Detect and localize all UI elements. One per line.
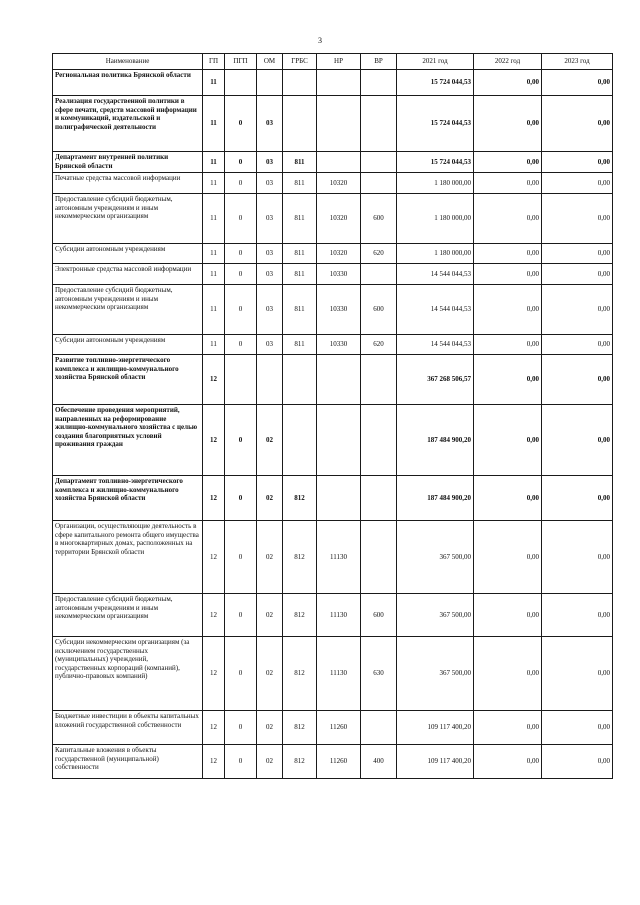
amount-2023-cell: 0,00 [542, 594, 613, 637]
om-cell: 03 [257, 335, 283, 355]
gp-cell: 12 [203, 476, 225, 521]
vr-cell [361, 264, 397, 285]
vr-cell: 600 [361, 594, 397, 637]
om-cell [257, 70, 283, 96]
pgp-cell: 0 [225, 405, 257, 476]
vr-cell [361, 70, 397, 96]
col-header-name: Наименование [53, 54, 203, 70]
amount-2021-cell: 1 180 000,00 [397, 173, 474, 194]
nr-cell: 10330 [317, 285, 361, 335]
name-cell: Бюджетные инвестиции в объекты капитальных вложений государственной собственности [53, 711, 203, 745]
vr-cell [361, 173, 397, 194]
vr-cell: 600 [361, 285, 397, 335]
amount-2022-cell: 0,00 [474, 264, 542, 285]
amount-2022-cell: 0,00 [474, 194, 542, 244]
vr-cell [361, 405, 397, 476]
amount-2023-cell: 0,00 [542, 711, 613, 745]
table-row [53, 745, 613, 779]
grbs-cell: 811 [283, 173, 317, 194]
pgp-cell: 0 [225, 711, 257, 745]
grbs-cell [283, 355, 317, 405]
amount-2023-cell: 0,00 [542, 244, 613, 264]
amount-2023-cell: 0,00 [542, 152, 613, 173]
gp-cell: 12 [203, 637, 225, 711]
nr-cell: 10320 [317, 194, 361, 244]
vr-cell: 620 [361, 335, 397, 355]
table-row [53, 355, 613, 405]
pgp-cell: 0 [225, 285, 257, 335]
table-row [53, 637, 613, 711]
grbs-cell: 811 [283, 264, 317, 285]
amount-2021-cell: 367 500,00 [397, 594, 474, 637]
amount-2023-cell: 0,00 [542, 285, 613, 335]
nr-cell: 11130 [317, 521, 361, 594]
nr-cell [317, 405, 361, 476]
amount-2021-cell: 367 268 506,57 [397, 355, 474, 405]
om-cell: 02 [257, 521, 283, 594]
amount-2022-cell: 0,00 [474, 285, 542, 335]
pgp-cell: 0 [225, 637, 257, 711]
page-number: 3 [318, 36, 322, 45]
table-body [53, 70, 613, 779]
vr-cell [361, 521, 397, 594]
pgp-cell: 0 [225, 152, 257, 173]
name-cell: Развитие топливно-энергетического комплекса и жилищно-коммунального хозяйства Брянской области [53, 355, 203, 405]
nr-cell: 10330 [317, 335, 361, 355]
grbs-cell: 812 [283, 711, 317, 745]
pgp-cell: 0 [225, 745, 257, 779]
om-cell: 02 [257, 711, 283, 745]
amount-2021-cell: 14 544 044,53 [397, 285, 474, 335]
vr-cell: 630 [361, 637, 397, 711]
amount-2022-cell: 0,00 [474, 335, 542, 355]
om-cell: 02 [257, 637, 283, 711]
table-row [53, 152, 613, 173]
col-header-om: ОМ [257, 54, 283, 70]
vr-cell [361, 476, 397, 521]
gp-cell: 11 [203, 244, 225, 264]
om-cell: 03 [257, 244, 283, 264]
col-header-2022: 2022 год [474, 54, 542, 70]
amount-2023-cell: 0,00 [542, 173, 613, 194]
name-cell: Обеспечение проведения мероприятий, направленных на реформирование жилищно-коммунального хозяйства с целью создания благоприятных условий проживания граждан [53, 405, 203, 476]
vr-cell: 600 [361, 194, 397, 244]
table-row [53, 264, 613, 285]
amount-2023-cell: 0,00 [542, 405, 613, 476]
table-row [53, 476, 613, 521]
om-cell: 03 [257, 285, 283, 335]
table-row [53, 594, 613, 637]
amount-2022-cell: 0,00 [474, 711, 542, 745]
amount-2021-cell: 15 724 044,53 [397, 96, 474, 152]
col-header-vr: ВР [361, 54, 397, 70]
table-row [53, 173, 613, 194]
amount-2022-cell: 0,00 [474, 244, 542, 264]
nr-cell [317, 476, 361, 521]
grbs-cell: 812 [283, 745, 317, 779]
amount-2021-cell: 109 117 400,20 [397, 711, 474, 745]
vr-cell [361, 355, 397, 405]
nr-cell: 11130 [317, 594, 361, 637]
amount-2023-cell: 0,00 [542, 521, 613, 594]
name-cell: Печатные средства массовой информации [53, 173, 203, 194]
om-cell: 02 [257, 594, 283, 637]
table-row [53, 335, 613, 355]
gp-cell: 12 [203, 521, 225, 594]
vr-cell [361, 152, 397, 173]
col-header-2021: 2021 год [397, 54, 474, 70]
amount-2021-cell: 15 724 044,53 [397, 70, 474, 96]
grbs-cell: 812 [283, 521, 317, 594]
nr-cell: 10320 [317, 173, 361, 194]
amount-2023-cell: 0,00 [542, 194, 613, 244]
gp-cell: 12 [203, 405, 225, 476]
pgp-cell: 0 [225, 194, 257, 244]
vr-cell [361, 711, 397, 745]
gp-cell: 11 [203, 152, 225, 173]
om-cell: 03 [257, 173, 283, 194]
pgp-cell: 0 [225, 244, 257, 264]
grbs-cell: 811 [283, 244, 317, 264]
amount-2023-cell: 0,00 [542, 264, 613, 285]
amount-2021-cell: 15 724 044,53 [397, 152, 474, 173]
gp-cell: 11 [203, 264, 225, 285]
amount-2023-cell: 0,00 [542, 335, 613, 355]
gp-cell: 12 [203, 594, 225, 637]
nr-cell [317, 96, 361, 152]
om-cell [257, 355, 283, 405]
om-cell: 02 [257, 745, 283, 779]
amount-2022-cell: 0,00 [474, 745, 542, 779]
amount-2021-cell: 367 500,00 [397, 637, 474, 711]
budget-table [52, 53, 613, 779]
vr-cell: 620 [361, 244, 397, 264]
grbs-cell: 811 [283, 194, 317, 244]
name-cell: Региональная политика Брянской области [53, 70, 203, 96]
gp-cell: 11 [203, 335, 225, 355]
amount-2022-cell: 0,00 [474, 173, 542, 194]
amount-2021-cell: 109 117 400,20 [397, 745, 474, 779]
name-cell: Субсидии некоммерческим организациям (за исключением государственных (муниципальных) учреждений, государственных корпораций (компаний), публично-правовых компаний) [53, 637, 203, 711]
amount-2022-cell: 0,00 [474, 70, 542, 96]
gp-cell: 11 [203, 70, 225, 96]
pgp-cell [225, 355, 257, 405]
grbs-cell [283, 405, 317, 476]
table-row [53, 244, 613, 264]
table-row [53, 711, 613, 745]
name-cell: Реализация государственной политики в сфере печати, средств массовой информации и коммуникаций, издательской и полиграфической деятельности [53, 96, 203, 152]
nr-cell: 11130 [317, 637, 361, 711]
amount-2021-cell: 187 484 900,20 [397, 476, 474, 521]
name-cell: Департамент топливно-энергетического комплекса и жилищно-коммунального хозяйства Брянской области [53, 476, 203, 521]
grbs-cell [283, 70, 317, 96]
nr-cell [317, 152, 361, 173]
table-row [53, 96, 613, 152]
grbs-cell: 812 [283, 637, 317, 711]
grbs-cell [283, 96, 317, 152]
amount-2022-cell: 0,00 [474, 96, 542, 152]
amount-2021-cell: 1 180 000,00 [397, 194, 474, 244]
om-cell: 03 [257, 264, 283, 285]
amount-2022-cell: 0,00 [474, 405, 542, 476]
pgp-cell: 0 [225, 173, 257, 194]
nr-cell [317, 70, 361, 96]
name-cell: Электронные средства массовой информации [53, 264, 203, 285]
nr-cell: 10330 [317, 264, 361, 285]
om-cell: 03 [257, 96, 283, 152]
amount-2023-cell: 0,00 [542, 70, 613, 96]
header-row [53, 54, 613, 70]
gp-cell: 11 [203, 194, 225, 244]
om-cell: 02 [257, 476, 283, 521]
grbs-cell: 811 [283, 285, 317, 335]
name-cell: Субсидии автономным учреждениям [53, 244, 203, 264]
amount-2021-cell: 187 484 900,20 [397, 405, 474, 476]
amount-2022-cell: 0,00 [474, 521, 542, 594]
name-cell: Департамент внутренней политики Брянской области [53, 152, 203, 173]
gp-cell: 11 [203, 173, 225, 194]
gp-cell: 12 [203, 711, 225, 745]
amount-2021-cell: 367 500,00 [397, 521, 474, 594]
amount-2023-cell: 0,00 [542, 745, 613, 779]
pgp-cell: 0 [225, 96, 257, 152]
pgp-cell: 0 [225, 476, 257, 521]
amount-2022-cell: 0,00 [474, 476, 542, 521]
table-row [53, 521, 613, 594]
col-header-gp: ГП [203, 54, 225, 70]
amount-2022-cell: 0,00 [474, 355, 542, 405]
amount-2022-cell: 0,00 [474, 594, 542, 637]
name-cell: Предоставление субсидий бюджетным, автономным учреждениям и иным некоммерческим организациям [53, 194, 203, 244]
gp-cell: 12 [203, 745, 225, 779]
name-cell: Предоставление субсидий бюджетным, автономным учреждениям и иным некоммерческим организациям [53, 285, 203, 335]
gp-cell: 11 [203, 285, 225, 335]
gp-cell: 11 [203, 96, 225, 152]
pgp-cell: 0 [225, 264, 257, 285]
table-row [53, 405, 613, 476]
table-row [53, 70, 613, 96]
amount-2021-cell: 14 544 044,53 [397, 335, 474, 355]
pgp-cell [225, 70, 257, 96]
name-cell: Капитальные вложения в объекты государственной (муниципальной) собственности [53, 745, 203, 779]
name-cell: Предоставление субсидий бюджетным, автономным учреждениям и иным некоммерческим организациям [53, 594, 203, 637]
name-cell: Субсидии автономным учреждениям [53, 335, 203, 355]
nr-cell: 11260 [317, 711, 361, 745]
col-header-pgp: ПГП [225, 54, 257, 70]
amount-2021-cell: 14 544 044,53 [397, 264, 474, 285]
col-header-2023: 2023 год [542, 54, 613, 70]
nr-cell: 10320 [317, 244, 361, 264]
col-header-grbs: ГРБС [283, 54, 317, 70]
col-header-nr: НР [317, 54, 361, 70]
vr-cell: 400 [361, 745, 397, 779]
grbs-cell: 811 [283, 335, 317, 355]
nr-cell: 11260 [317, 745, 361, 779]
table-row [53, 194, 613, 244]
pgp-cell: 0 [225, 521, 257, 594]
pgp-cell: 0 [225, 594, 257, 637]
grbs-cell: 812 [283, 476, 317, 521]
om-cell: 02 [257, 405, 283, 476]
nr-cell [317, 355, 361, 405]
name-cell: Организации, осуществляющие деятельность в сфере капитального ремонта общего имущества в многоквартирных домах, расположенных на территории Брянской области [53, 521, 203, 594]
gp-cell: 12 [203, 355, 225, 405]
amount-2021-cell: 1 180 000,00 [397, 244, 474, 264]
table-row [53, 285, 613, 335]
pgp-cell: 0 [225, 335, 257, 355]
grbs-cell: 811 [283, 152, 317, 173]
amount-2022-cell: 0,00 [474, 152, 542, 173]
amount-2022-cell: 0,00 [474, 637, 542, 711]
amount-2023-cell: 0,00 [542, 96, 613, 152]
amount-2023-cell: 0,00 [542, 355, 613, 405]
vr-cell [361, 96, 397, 152]
amount-2023-cell: 0,00 [542, 637, 613, 711]
om-cell: 03 [257, 152, 283, 173]
amount-2023-cell: 0,00 [542, 476, 613, 521]
grbs-cell: 812 [283, 594, 317, 637]
om-cell: 03 [257, 194, 283, 244]
